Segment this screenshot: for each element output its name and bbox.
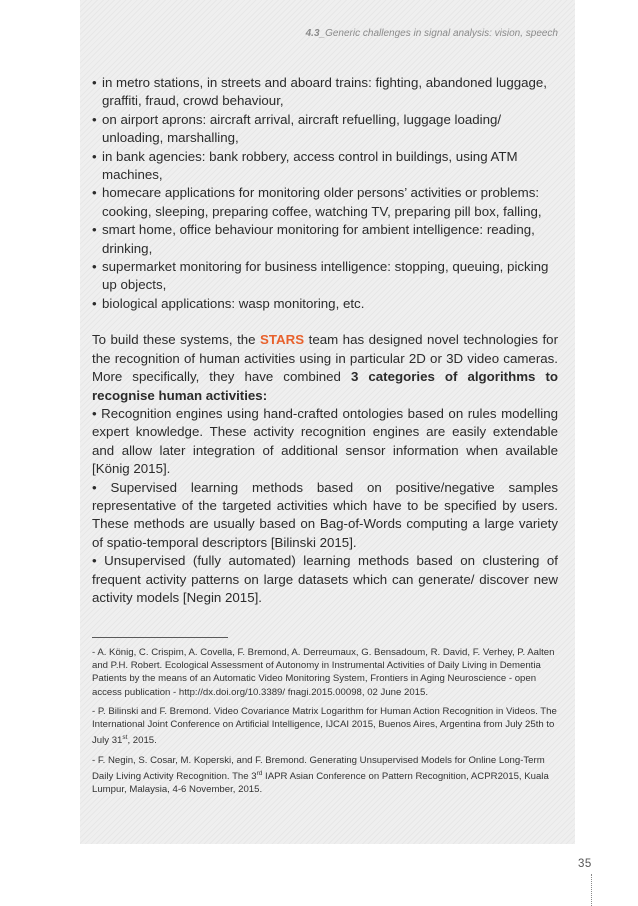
running-header (306, 28, 558, 39)
ordinal-suffix: rd (256, 769, 263, 777)
intro-text-part: team has designed novel technologies for the recognition of human activities using in particular 2D or 3D video cameras. More specifically, they have combined (92, 332, 559, 385)
algorithms-emphasis: 3 categories of algorithms to recognise human activities: (92, 369, 558, 403)
list-item: • smart home, office behaviour monitoring for ambient intelligence: reading, drinking, (92, 221, 558, 258)
ordinal-suffix: st (122, 734, 128, 742)
list-item: • biological applications: wasp monitoring, etc. (92, 295, 558, 313)
references (92, 646, 558, 802)
reference-text: IAPR Asian Conference on Pattern Recognition, ACPR2015, Kuala Lumpur, Malaysia, 4-6 November, 2015. (92, 771, 549, 796)
main-content (92, 74, 558, 607)
body-paragraph (92, 331, 558, 607)
list-item: • in bank agencies: bank robbery, access control in buildings, using ATM machines, (92, 148, 558, 185)
footnote-divider (92, 637, 228, 638)
section-title: _Generic challenges in signal analysis: vision, speech (319, 28, 558, 39)
method-item: • Supervised learning methods based on positive/negative samples representative of the targeted activities which have to be specified by users. These methods are usually based on Bag-of-Words computing a large variety of spatio-temporal descriptors [Bilinski 2015]. (92, 479, 558, 550)
team-name: STARS (260, 332, 305, 348)
reference-text: , 2015. (127, 735, 157, 747)
intro-text-part: To build these systems, the (92, 332, 261, 348)
reference-item: - A. König, C. Crispim, A. Covella, F. Bremond, A. Derreumaux, G. Bensadoum, R. David, F. Verhey, P. Aalten and P.H. Robert. Ecological Assessment of Autonomy in Instrumental Activities of Daily Living in Dementia Patients by the means of an Automatic Video Monitoring System, Frontiers in Aging Neuroscience - open access publication - http://dx.doi.org/10.3389/ fnagi.2015.00098, 02 June 2015. (92, 647, 555, 698)
list-item: • homecare applications for monitoring older persons’ activities or problems: cooking, sleeping, preparing coffee, watching TV, preparing pill box, falling, (92, 184, 558, 221)
list-item: • on airport aprons: aircraft arrival, aircraft refuelling, luggage loading/ unloading, marshalling, (92, 111, 558, 148)
reference-item (92, 754, 558, 797)
list-item: • in metro stations, in streets and aboard trains: fighting, abandoned luggage, graffiti, fraud, crowd behaviour, (92, 74, 558, 111)
dotted-marker (591, 874, 592, 906)
application-list (92, 74, 558, 313)
method-item: • Unsupervised (fully automated) learning methods based on clustering of frequent activity patterns on large datasets which can generate/ discover new activity models [Negin 2015]. (92, 553, 558, 605)
page-number: 35 (578, 858, 592, 870)
reference-text: - F. Negin, S. Cosar, M. Koperski, and F. Bremond. Generating Unsupervised Models for Online Long-Term Daily Living Activity Recognition. The 3 (92, 754, 545, 782)
reference-text: - P. Bilinski and F. Bremond. Video Covariance Matrix Logarithm for Human Action Recognition in Videos. The International Joint Conference on Artificial Intelligence, IJCAI 2015, Buenos Aires, Argentina from July 25th to July 31 (92, 705, 557, 747)
method-item: • Recognition engines using hand-crafted ontologies based on rules modelling expert knowledge. These activity recognition engines are easily extendable and allow later integration of additional sensor information when available [König 2015]. (92, 405, 558, 477)
list-item: • supermarket monitoring for business intelligence: stopping, queuing, picking up objects, (92, 258, 558, 295)
section-number: 4.3 (305, 28, 320, 39)
reference-item (92, 705, 558, 748)
intro-text (92, 331, 558, 405)
